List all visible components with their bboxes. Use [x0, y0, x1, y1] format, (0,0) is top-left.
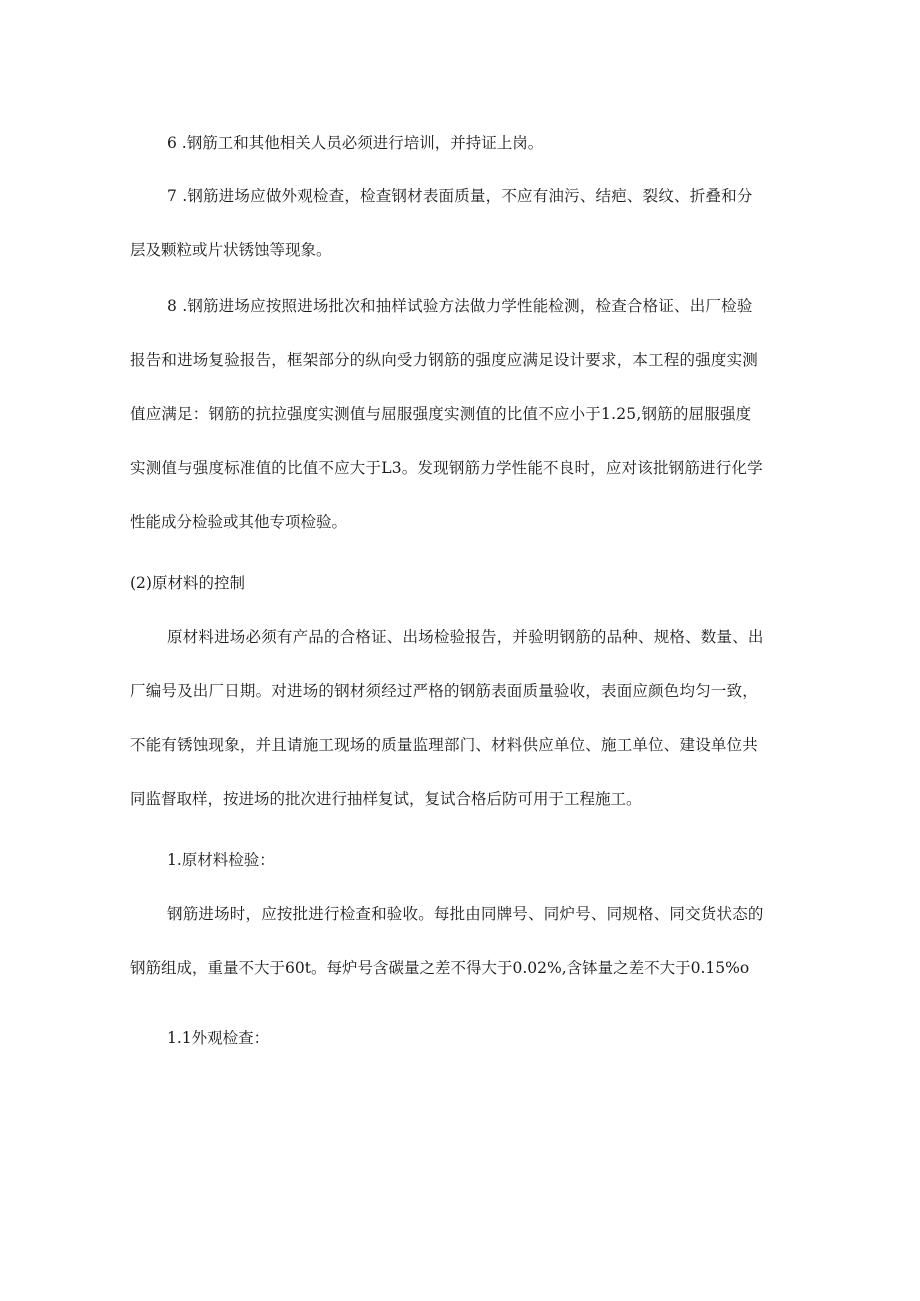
para-inspection-line-1: 钢筋进场时，应按批进行检查和验收。每批由同牌号、同炉号、同规格、同交货状态的 — [167, 905, 764, 923]
subheading-appearance-check: 1.1外观检查： — [167, 1029, 270, 1047]
subheading-raw-material-inspection: 1.原材料检验： — [167, 851, 275, 869]
section-heading-raw-material-control: (2)原材料的控制 — [130, 574, 245, 592]
para-item-8-line-5: 性能成分检验或其他专项检验。 — [130, 513, 348, 531]
para-raw-material-line-1: 原材料进场必须有产品的合格证、出场检验报告，并验明钢筋的品种、规格、数量、出 — [167, 628, 764, 646]
para-item-6-line-1: 6 .钢筋工和其他相关人员必须进行培训，并持证上岗。 — [167, 134, 544, 152]
para-raw-material-line-4: 同监督取样，按进场的批次进行抽样复试，复试合格后防可用于工程施工。 — [130, 790, 642, 808]
para-raw-material-line-2: 厂编号及出厂日期。对进场的钢材须经过严格的钢筋表面质量验收，表面应颜色均匀一致， — [130, 682, 759, 700]
para-inspection-line-2: 钢筋组成，重量不大于60t。每炉号含碳量之差不得大于0.02%,含钵量之差不大于0.15%o — [130, 959, 750, 977]
para-raw-material-line-3: 不能有锈蚀现象，并且请施工现场的质量监理部门、材料供应单位、施工单位、建设单位共 — [130, 736, 759, 754]
para-item-8-line-4: 实测值与强度标准值的比值不应大于L3。发现钢筋力学性能不良时，应对该批钢筋进行化学 — [130, 459, 763, 477]
para-item-8-line-3: 值应满足：钢筋的抗拉强度实测值与屈服强度实测值的比值不应小于1.25,钢筋的屈服强度 — [130, 405, 752, 423]
para-item-8-line-1: 8 .钢筋进场应按照进场批次和抽样试验方法做力学性能检测，检查合格证、出厂检验 — [167, 297, 753, 315]
para-item-8-line-2: 报告和进场复验报告，框架部分的纵向受力钢筋的强度应满足设计要求，本工程的强度实测 — [130, 351, 759, 369]
para-item-7-line-1: 7 .钢筋进场应做外观检查，检查钢材表面质量，不应有油污、结疤、裂纹、折叠和分 — [167, 187, 753, 205]
para-item-7-line-2: 层及颗粒或片状锈蚀等现象。 — [130, 241, 332, 259]
